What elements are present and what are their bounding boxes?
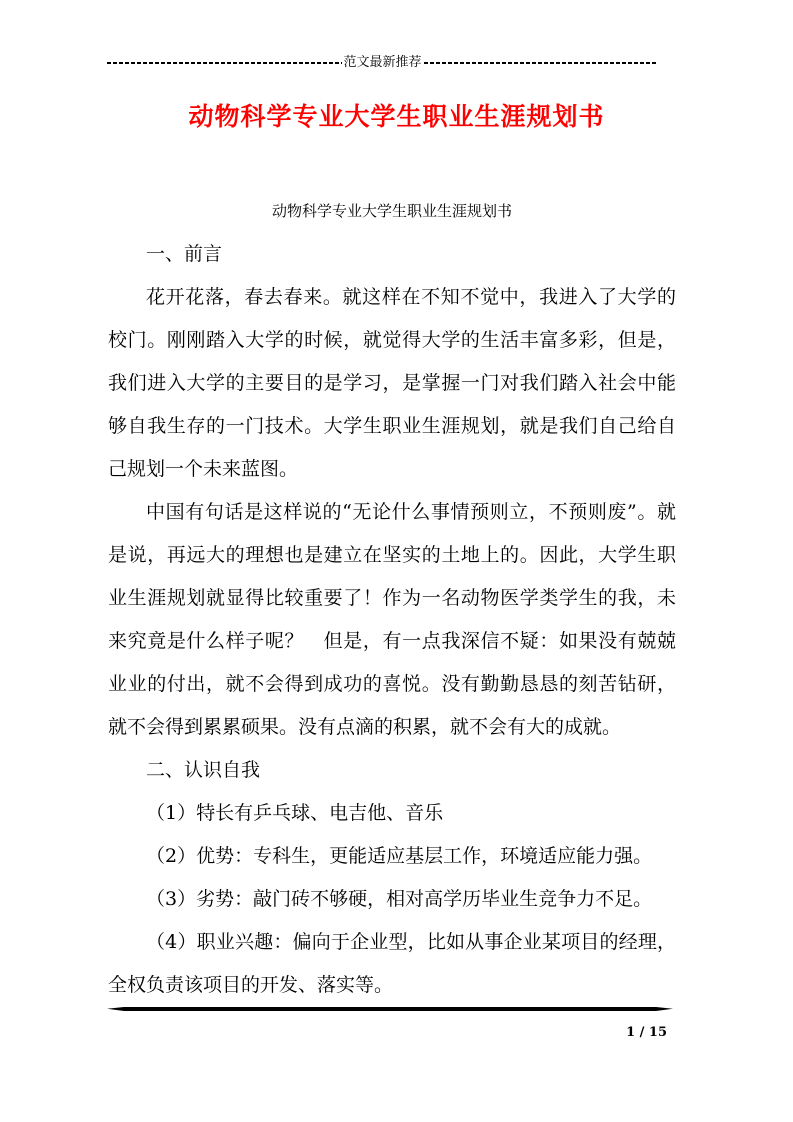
list-item-4: （4）职业兴趣：偏向于企业型，比如从事企业某项目的经理，全权负责该项目的开发、落实等。 bbox=[108, 931, 676, 996]
footer-rule bbox=[107, 1007, 673, 1011]
section-heading-foreword: 一、前言 bbox=[146, 243, 223, 265]
paragraph-foreword-2: 中国有句话是这样说的“无论什么事情预则立，不预则废”。就是说，再远大的理想也是建立在坚实的土地上的。因此，大学生职业生涯规划就显得比较重要了！作为一名动物医学类学生的我，未来究竟是什么样子呢？ 但是，有一点我深信不疑：如果没有兢兢业业的付出，就不会得到成功的喜悦。没有勤勤恳恳的刻苦钻研，就不会得到累累硕果。没有点滴的积累，就不会有大的成就。 bbox=[108, 501, 676, 738]
page-number: 1 / 15 bbox=[626, 1025, 667, 1040]
list-item-1: （1）特长有乒乓球、电吉他、音乐 bbox=[146, 802, 444, 824]
header-dash-left bbox=[107, 62, 342, 64]
document-subtitle: 动物科学专业大学生职业生涯规划书 bbox=[271, 202, 512, 220]
document-title: 动物科学专业大学生职业生涯规划书 bbox=[188, 102, 605, 131]
header-label: 范文最新推荐 bbox=[343, 55, 422, 70]
section-heading-self-knowledge: 二、认识自我 bbox=[146, 759, 261, 781]
list-item-2: （2）优势：专科生，更能适应基层工作，环境适应能力强。 bbox=[146, 845, 653, 867]
list-item-3: （3）劣势：敲门砖不够硬，相对高学历毕业生竞争力不足。 bbox=[146, 888, 653, 910]
document-body bbox=[108, 190, 676, 1007]
header-rule bbox=[107, 56, 658, 69]
header-dash-right bbox=[424, 62, 659, 64]
paragraph-foreword-1: 花开花落，春去春来。就这样在不知不觉中，我进入了大学的校门。刚刚踏入大学的时候，就觉得大学的生活丰富多彩，但是，我们进入大学的主要目的是学习，是掌握一门对我们踏入社会中能够自我生存的一门技术。大学生职业生涯规划，就是我们自己给自己规划一个未来蓝图。 bbox=[108, 286, 676, 480]
